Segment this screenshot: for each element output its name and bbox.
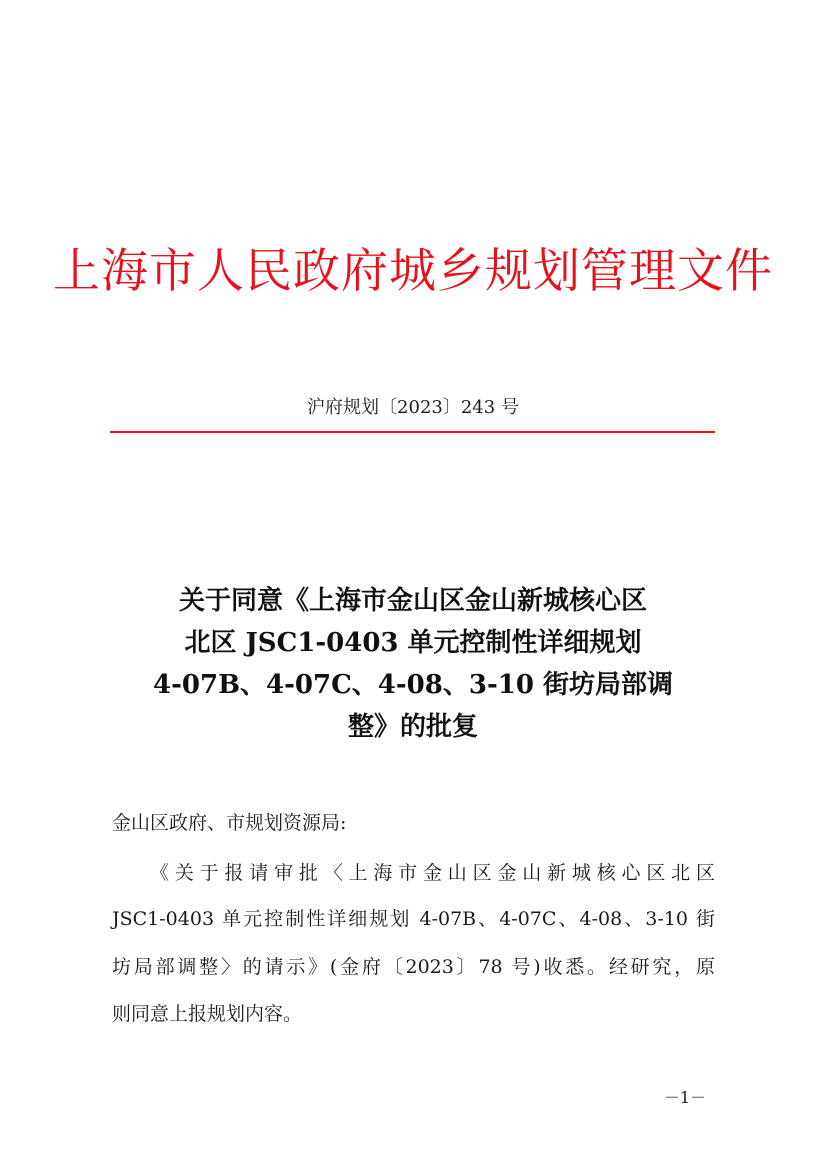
agency-header-title: 上海市人民政府城乡规划管理文件 xyxy=(53,244,773,299)
addressee: 金山区政府、市规划资源局: xyxy=(112,812,347,834)
body-line-2: JSC1-0403 单元控制性详细规划 4-07B、4-07C、4-08、3-10 街 xyxy=(112,908,715,930)
red-separator-line xyxy=(110,431,715,433)
body-line-4: 则同意上报规划内容。 xyxy=(112,1003,303,1025)
document-number: 沪府规划〔2023〕243 号 xyxy=(307,397,519,418)
document-title xyxy=(100,580,726,748)
body-line-3: 坊局部调整〉的请示》(金府〔2023〕78 号)收悉。经研究，原 xyxy=(112,956,715,978)
title-line-3: 4-07B、4-07C、4-08、3-10 街坊局部调 xyxy=(153,670,673,700)
title-line-4: 整》的批复 xyxy=(347,712,478,742)
title-line-1: 关于同意《上海市金山区金山新城核心区 xyxy=(178,586,647,616)
page-number: －1－ xyxy=(663,1088,706,1107)
title-line-2: 北区 JSC1-0403 单元控制性详细规划 xyxy=(184,628,642,658)
body-line-1: 《关于报请审批〈上海市金山区金山新城核心区北区 xyxy=(150,862,715,884)
